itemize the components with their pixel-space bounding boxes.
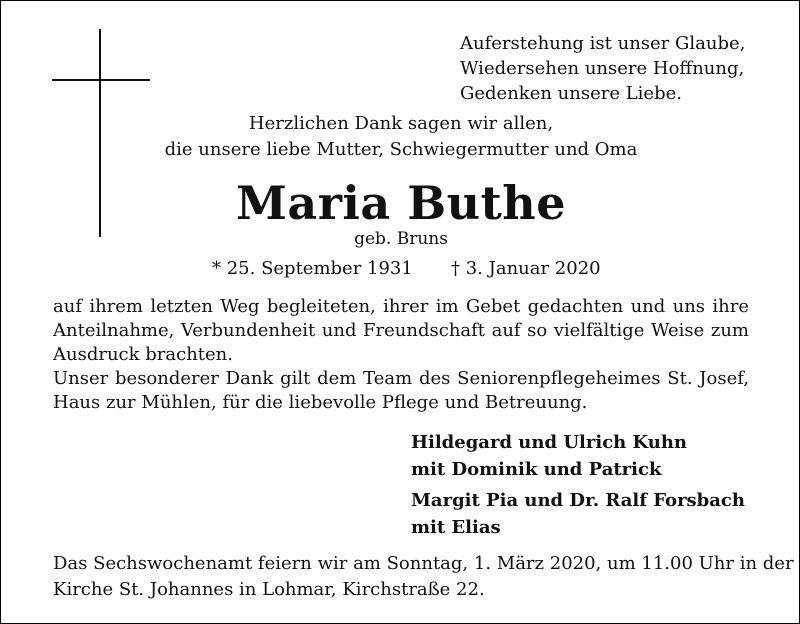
- signers: [411, 429, 791, 545]
- death-date: † 3. Januar 2020: [451, 258, 601, 279]
- quote-line: Gedenken unsere Liebe.: [460, 83, 682, 104]
- body-text: [53, 295, 749, 415]
- body-paragraph: auf ihrem letzten Weg begleiteten, ihrer im Gebet gedachten und uns ihre Anteilnahme, Verbundenheit und Freundschaft auf so vielfältige Weise zum Ausdruck brachten.: [53, 296, 749, 365]
- quote-line: Wiedersehen unsere Hoffnung,: [460, 58, 745, 79]
- birth-date: * 25. September 1931: [212, 258, 413, 279]
- body-paragraph: Unser besonderer Dank gilt dem Team des Seniorenpflegeheimes St. Josef, Haus zur Mühlen, für die liebevolle Pflege und Betreuung.: [53, 368, 749, 413]
- deceased-name: Maria Buthe: [235, 176, 567, 230]
- thanks-line: Herzlichen Dank sagen wir allen,: [248, 113, 554, 134]
- signer-group: [411, 429, 791, 483]
- signer-line: mit Elias: [411, 517, 501, 538]
- signer-group: [411, 487, 791, 541]
- footer-line: Das Sechswochenamt feiern wir am Sonntag, 1. März 2020, um 11.00 Uhr in der: [53, 553, 794, 574]
- signer-line: Hildegard und Ulrich Kuhn: [411, 432, 688, 453]
- thanks-line: die unsere liebe Mutter, Schwiegermutter und Oma: [164, 139, 638, 160]
- footer-line: Kirche St. Johannes in Lohmar, Kirchstraße 22.: [53, 579, 485, 600]
- thanks-intro: [1, 111, 800, 163]
- memorial-quote: [460, 31, 790, 106]
- maiden-name: geb. Bruns: [354, 229, 448, 249]
- signer-line: Margit Pia und Dr. Ralf Forsbach: [411, 490, 745, 511]
- signer-line: mit Dominik und Patrick: [411, 459, 662, 480]
- cross-icon-bar: [52, 79, 150, 81]
- service-info: [53, 551, 794, 603]
- quote-line: Auferstehung ist unser Glaube,: [460, 33, 746, 54]
